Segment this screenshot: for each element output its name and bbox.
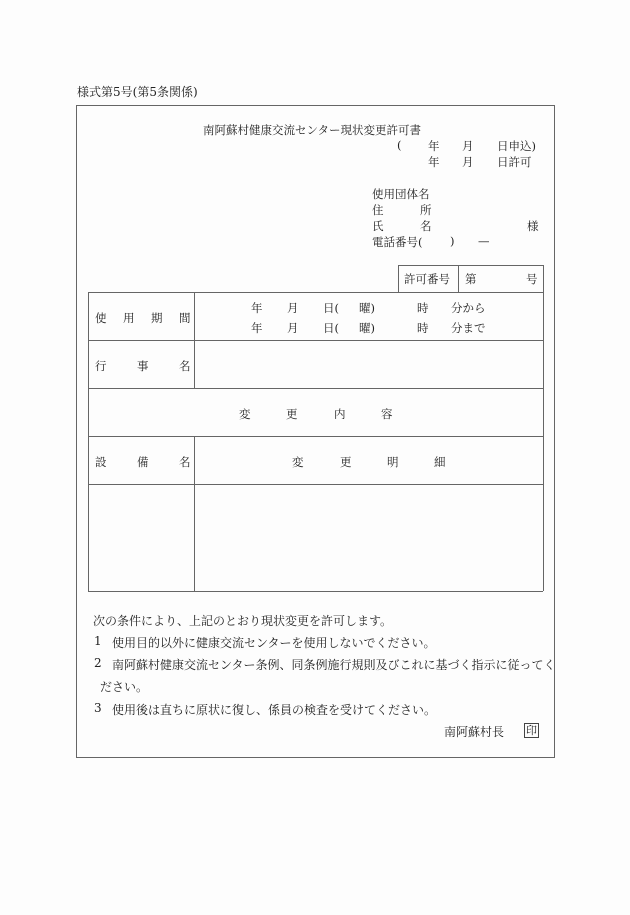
from-weekday[interactable]: 曜) [359,301,375,315]
form-number: 様式第5号(第5条関係) [77,85,198,99]
day-field[interactable]: 日申込) [497,139,536,153]
to-month[interactable]: 月 [287,321,299,335]
equipment-name-field[interactable] [90,486,193,590]
to-year[interactable]: 年 [251,321,263,335]
mayor-title: 南阿蘇村長 [444,725,505,739]
change-details-field[interactable] [196,486,542,590]
address-label-2: 所 [420,203,432,217]
day-field[interactable]: 日許可 [497,155,532,169]
month-field[interactable]: 月 [462,139,474,153]
month-field[interactable]: 月 [462,155,474,169]
year-field[interactable]: 年 [428,155,440,169]
condition-item: 南阿蘇村健康交流センター条例、同条例施行規則及びこれに基づく指示に従ってく [112,658,556,672]
year-field[interactable]: 年 [428,139,440,153]
permit-number-label: 許可番号 [404,272,450,286]
from-month[interactable]: 月 [287,301,299,315]
condition-item: 使用目的以外に健康交流センターを使用しないでください。 [112,636,436,650]
from-minute[interactable]: 分から [451,301,486,315]
phone-label: 電話番号( [372,235,423,249]
to-day[interactable]: 日( [323,321,339,335]
from-hour[interactable]: 時 [417,301,429,315]
from-day[interactable]: 日( [323,301,339,315]
seal-icon: 印 [526,724,537,737]
condition-item: 使用後は直ちに原状に復し、係員の検査を受けてください。 [112,703,437,717]
organization-label: 使用団体名 [372,187,430,201]
to-minute[interactable]: 分まで [451,321,486,335]
name-label-1: 氏 [372,219,384,233]
honorific: 様 [527,219,539,233]
event-name-field[interactable] [196,342,542,387]
name-label-2: 名 [420,219,432,233]
document-title: 南阿蘇村健康交流センター現状変更許可書 [203,123,422,137]
to-weekday[interactable]: 曜) [359,321,375,335]
conditions-intro: 次の条件により、上記のとおり現状変更を許可します。 [93,614,393,628]
from-year[interactable]: 年 [251,301,263,315]
address-label-1: 住 [372,203,384,217]
to-hour[interactable]: 時 [417,321,429,335]
